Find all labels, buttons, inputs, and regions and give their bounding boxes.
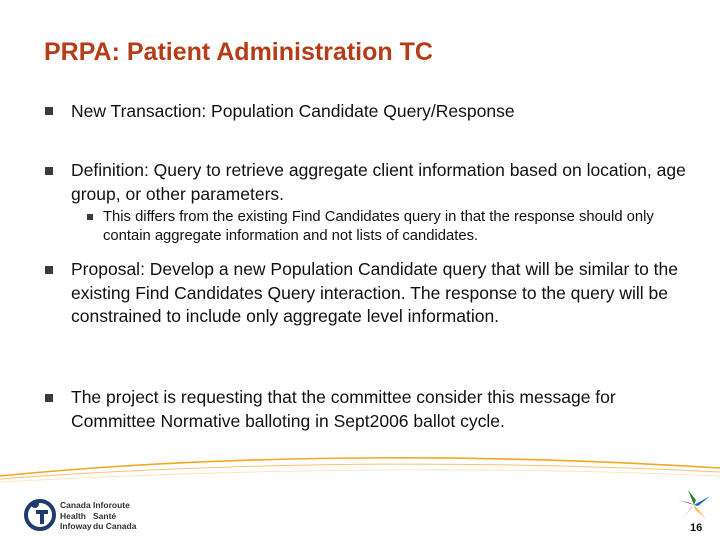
logo-text-fr-line: Inforoute (93, 500, 130, 510)
logo-text-fr-line: du Canada (93, 521, 137, 531)
bullet-request: The project is requesting that the committee consider this message for Committee Normative balloting in Sept2006 ballot cycle. (71, 387, 616, 431)
infoway-logo-icon (22, 496, 58, 532)
bullet-marker (45, 394, 53, 402)
bullet-marker (45, 167, 53, 175)
bullet-definition: Definition: Query to retrieve aggregate client information based on location, age group, or other parameters. (71, 160, 686, 204)
sub-bullet-differs: This differs from the existing Find Candidates query in that the response should only contain aggregate information and not lists of candidates. (103, 209, 654, 244)
sub-bullet-marker (87, 214, 93, 220)
logo-text-en-line: Health (60, 510, 86, 521)
footer-swoosh-decoration (0, 448, 720, 488)
logo-text-en-line: Infoway (60, 521, 92, 531)
bullet-marker (45, 266, 53, 274)
slide-title: PRPA: Patient Administration TC (44, 38, 433, 66)
star-logo-icon (676, 488, 712, 522)
bullet-marker (45, 107, 53, 115)
bullet-proposal: Proposal: Develop a new Population Candidate query that will be similar to the existing Find Candidates Query interaction. The response to the query will be constrained to include only aggregate level information. (71, 259, 679, 326)
logo-text-fr-line: Santé (93, 510, 117, 521)
logo-text-en-line: Canada (60, 500, 91, 510)
logo-text-fr (93, 500, 136, 532)
page-number: 16 (690, 522, 703, 534)
logo-text-en (60, 500, 92, 532)
bullet-new-transaction: New Transaction: Population Candidate Query/Response (71, 101, 515, 121)
